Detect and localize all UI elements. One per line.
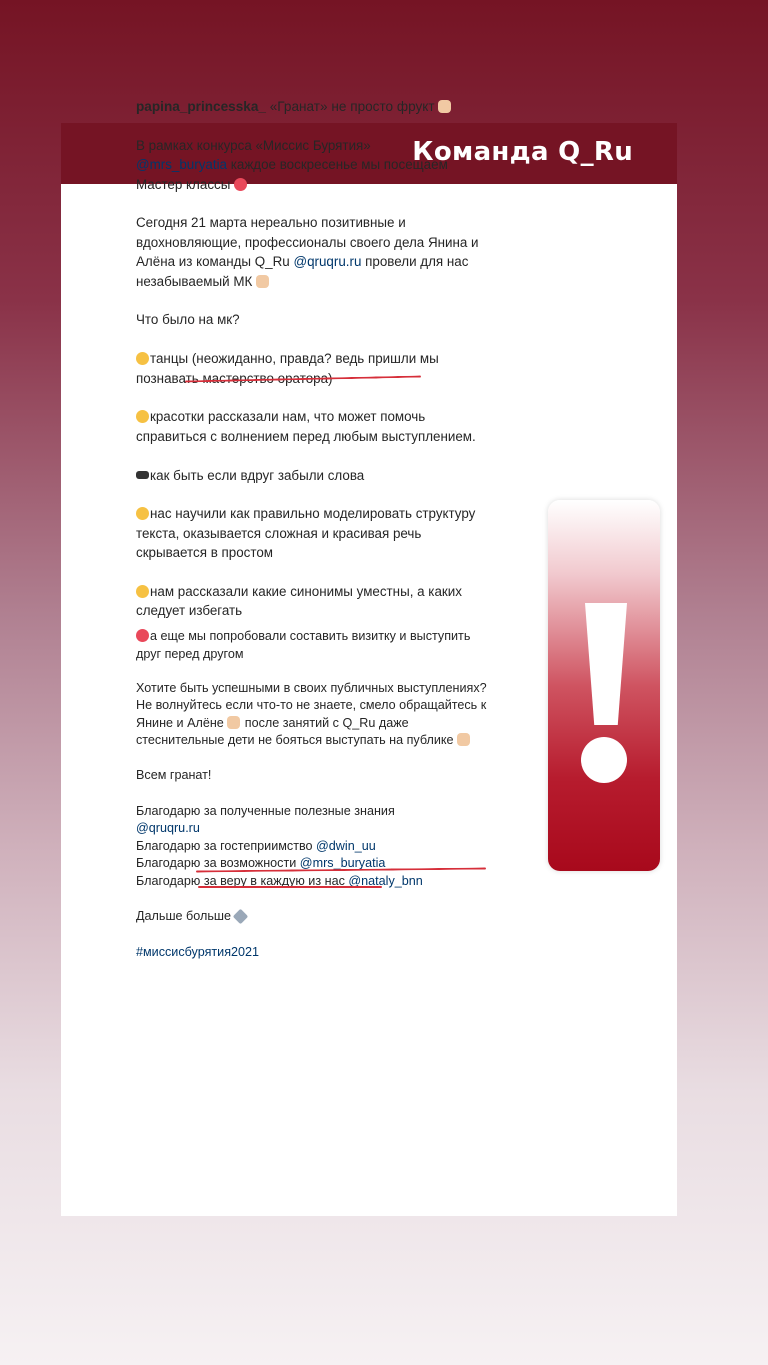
question-line: Что было на мк? — [136, 312, 240, 328]
item-synonyms: нам рассказали какие синонимы уместны, а каких следует избегать — [136, 584, 462, 619]
exclamation-bar — [585, 603, 627, 725]
heart-eyes-cat-icon — [234, 178, 247, 191]
thanks-4: Благодарю за веру в каждую из нас — [136, 873, 345, 888]
exclamation-dot — [581, 737, 627, 783]
item-structure: нас научили как правильно моделировать структуру текста, оказывается сложная и красивая речь скрывается в простом — [136, 506, 476, 561]
mention-dwin-uu[interactable]: @dwin_uu — [316, 838, 376, 853]
mention-qruqru-2[interactable]: @qruqru.ru — [136, 821, 200, 836]
item-card: а еще мы попробовали составить визитку и выступить друг перед другом — [136, 628, 471, 661]
paragraph-contest: В рамках конкурса «Миссис Бурятия» — [136, 137, 371, 153]
underline-contact-2 — [198, 886, 382, 888]
thanks-3: Благодарю за возможности — [136, 856, 297, 871]
praying-hands-icon — [438, 100, 451, 113]
post-username[interactable]: papina_princesska_ — [136, 99, 266, 114]
mention-nataly-bnn[interactable]: @nataly_bnn — [348, 873, 423, 888]
thanks-2: Благодарю за гостеприимство — [136, 838, 313, 853]
mention-mrs-buryatia-2[interactable]: @mrs_buryatia — [299, 856, 386, 871]
thinking-face-icon — [136, 585, 149, 598]
mention-mrs-buryatia[interactable]: @mrs_buryatia — [136, 157, 227, 173]
greeting-line: Всем гранат! — [136, 768, 212, 783]
paragraph-date-rest: провели для нас незабываемый МК — [136, 254, 469, 289]
cta-after: после занятий с Q_Ru даже стеснительные дети не бояться выступать на публике — [136, 715, 454, 748]
header-title: Команда Q_Ru — [412, 137, 633, 167]
cta-encourage: Не волнуйтесь если что-то не знаете, смело обращайтесь к Янине и Алёне — [136, 698, 487, 730]
rocket-icon — [232, 909, 248, 925]
hashtag[interactable]: #миссисбурятия2021 — [136, 945, 260, 960]
praying-hands-icon-2 — [227, 716, 240, 729]
item-dance: танцы (неожиданно, правда? ведь пришли мы познавать мастерство оратора) — [136, 351, 439, 386]
mention-qruqru[interactable]: @qruqru.ru — [293, 254, 362, 270]
hugging-face-icon — [136, 507, 149, 520]
exclamation-icon — [548, 500, 660, 871]
cta-question: Хотите быть успешными в своих публичных выступлениях? — [136, 680, 487, 695]
paragraph-contest-rest: каждое воскресенье мы посещаем Мастер классы — [136, 157, 448, 192]
item-nerves: красотки рассказали нам, что может помочь справиться с волнением перед любым выступлением. — [136, 409, 476, 444]
worried-face-icon — [136, 410, 149, 423]
party-face-icon — [136, 352, 149, 365]
more-line: Дальше больше — [136, 908, 232, 923]
sunglasses-icon — [136, 471, 149, 479]
thanks-1: Благодарю за полученные полезные знания — [136, 803, 395, 818]
item-words: как быть если вдруг забыли слова — [150, 467, 365, 483]
ok-hand-icon — [256, 275, 269, 288]
paragraph-date: Сегодня 21 марта нереально позитивные и вдохновляющие, профессионалы своего дела Янина и Алёна из команды Q_Ru — [136, 215, 479, 270]
star-struck-icon — [136, 629, 149, 642]
post-caption — [136, 97, 496, 982]
post-intro: «Гранат» не просто фрукт — [269, 99, 435, 114]
praying-hands-icon-3 — [457, 733, 470, 746]
